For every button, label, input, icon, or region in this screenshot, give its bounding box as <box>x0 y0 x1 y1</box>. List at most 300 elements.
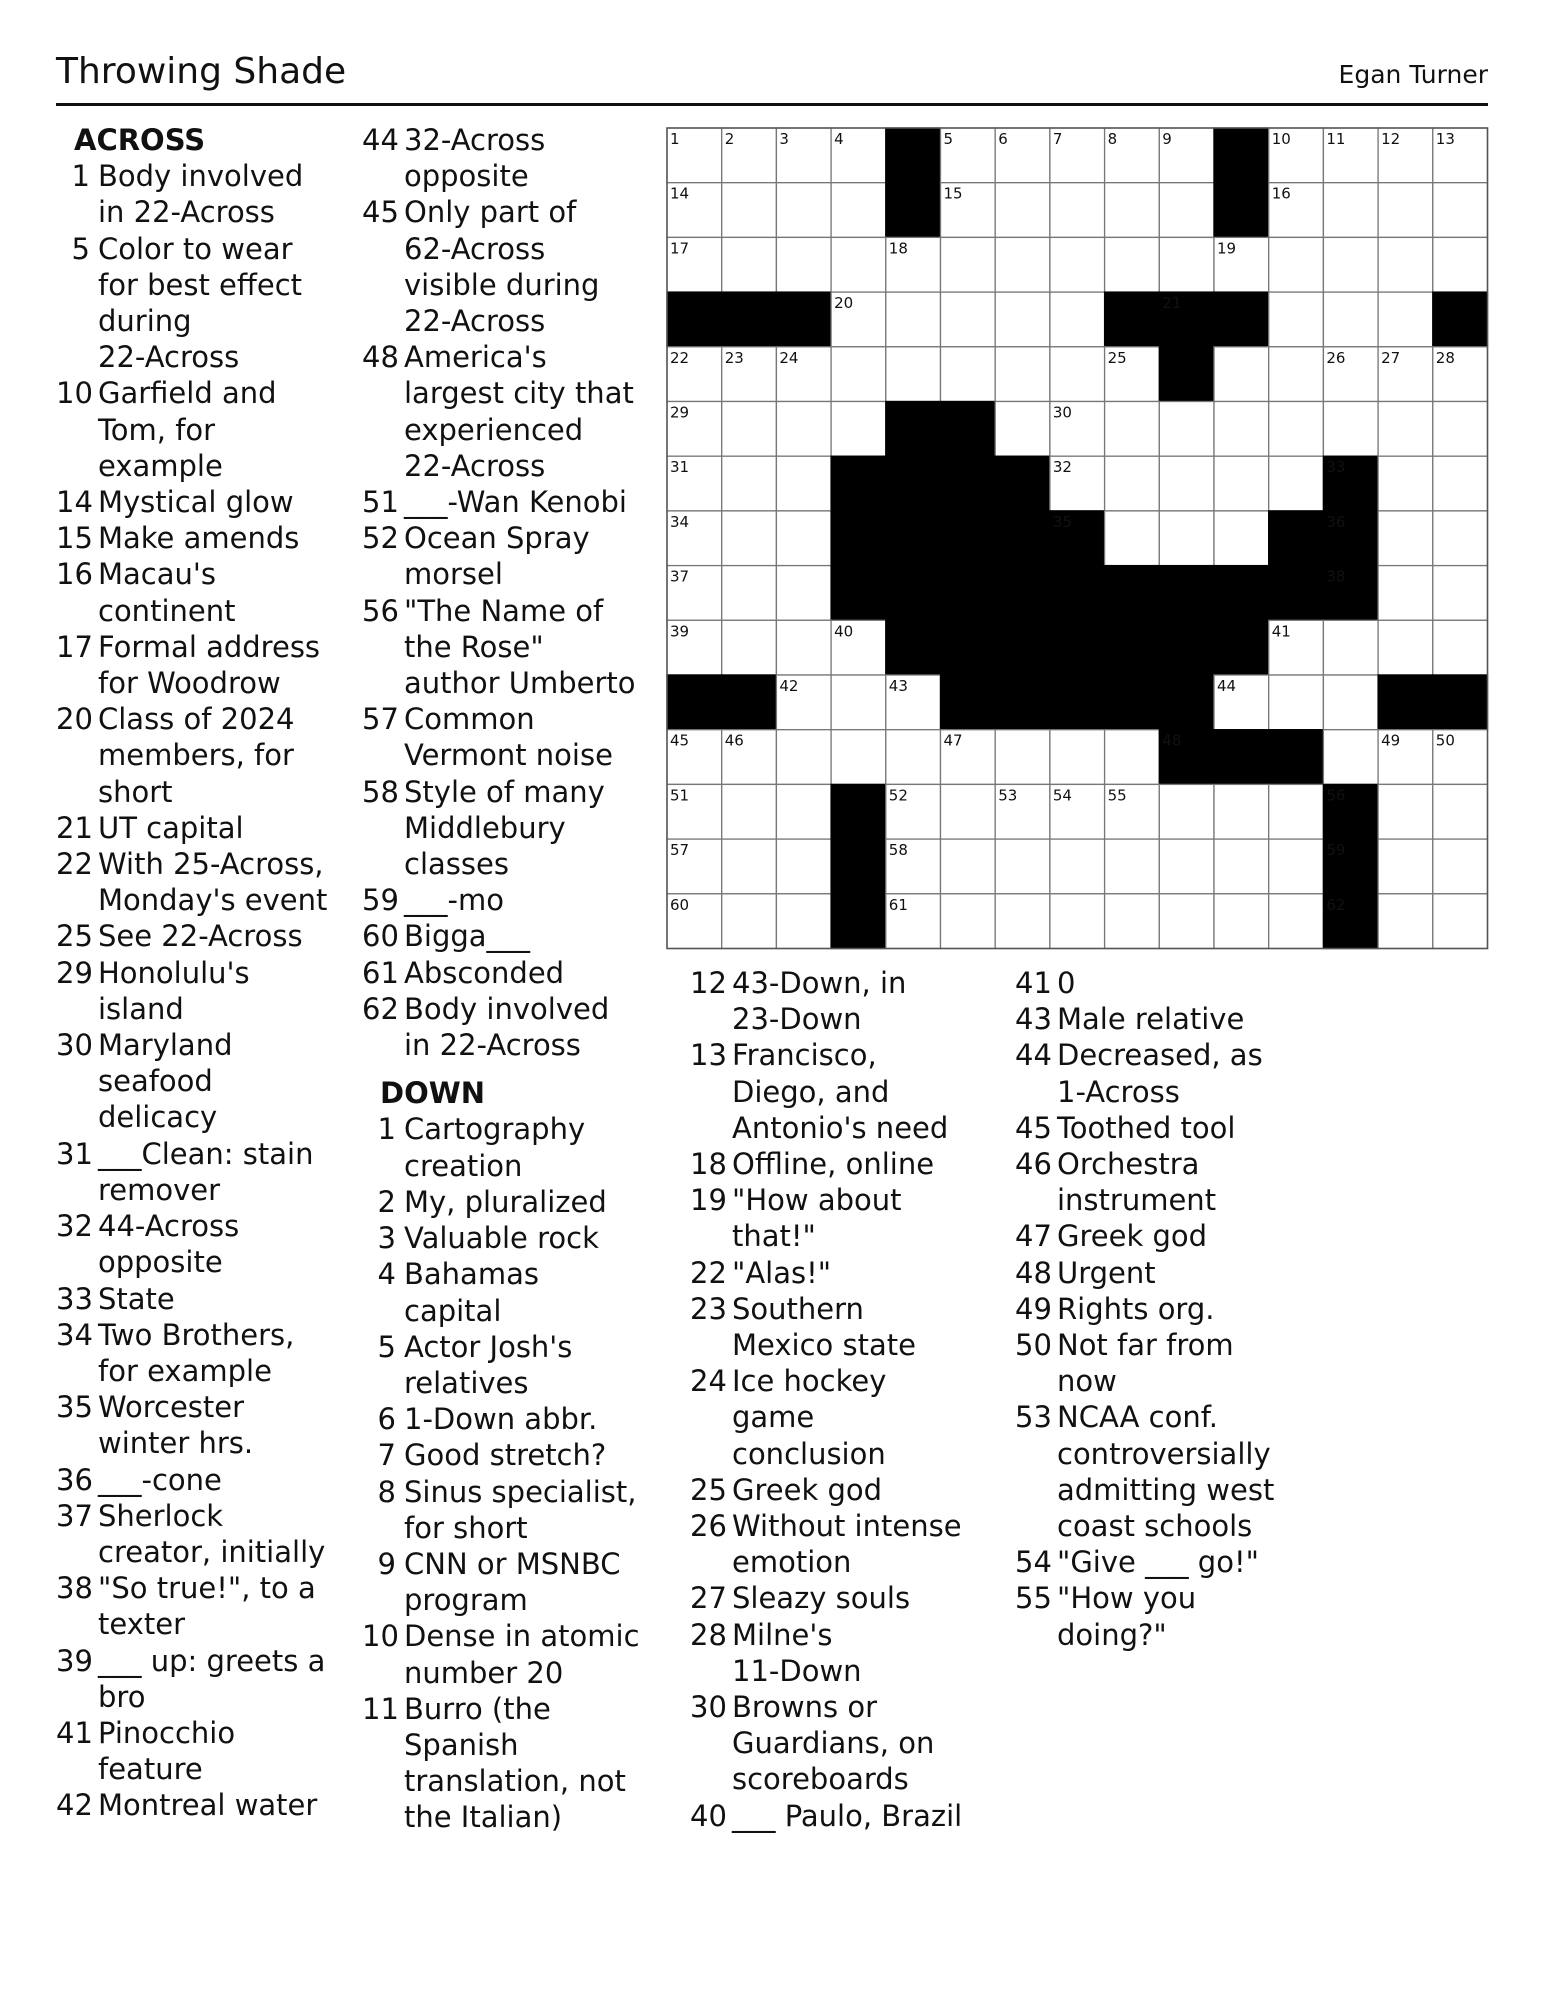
grid-cell[interactable] <box>1378 839 1433 894</box>
clue-number: 44 <box>362 123 399 157</box>
clue-text-line: Burro (the <box>404 1691 551 1726</box>
grid-cell[interactable] <box>1050 183 1105 238</box>
grid-block-cell <box>886 456 941 511</box>
grid-cell[interactable] <box>1050 237 1105 292</box>
clue-text-line: Decreased, as <box>1057 1038 1263 1073</box>
grid-cell[interactable] <box>1433 894 1488 949</box>
grid-cell[interactable] <box>1105 894 1160 949</box>
grid-cell[interactable] <box>995 183 1050 238</box>
grid-cell-number: 49 <box>1381 731 1401 750</box>
grid-block-cell <box>1214 566 1269 621</box>
grid-cell[interactable] <box>722 784 777 839</box>
clue-text-line: "The Name of <box>404 593 604 628</box>
grid-cell[interactable] <box>941 347 996 402</box>
clue-text-line: visible during <box>404 267 600 302</box>
clue-text-line: controversially <box>1057 1436 1271 1471</box>
clue-text-line: 22-Across <box>98 340 240 375</box>
grid-cell[interactable] <box>831 347 886 402</box>
grid-cell[interactable] <box>995 237 1050 292</box>
grid-cell[interactable] <box>1269 675 1324 730</box>
clue-number: 8 <box>377 1474 396 1509</box>
grid-cell[interactable] <box>1378 456 1433 511</box>
grid-cell[interactable] <box>1269 402 1324 457</box>
grid-cell-number: 33 <box>1326 458 1346 477</box>
clue-text-line: Orchestra <box>1057 1147 1200 1182</box>
grid-cell-number: 59 <box>1326 841 1346 860</box>
grid-cell[interactable] <box>1323 620 1378 675</box>
clue-number: 7 <box>377 1438 396 1473</box>
clue-text-line: Body involved <box>98 159 304 194</box>
grid-cell[interactable] <box>1433 511 1488 566</box>
grid-cell[interactable] <box>1378 784 1433 839</box>
grid-cell[interactable] <box>1105 839 1160 894</box>
grid-block-cell <box>941 511 996 566</box>
clue-number: 60 <box>362 919 399 954</box>
grid-block-cell <box>1214 620 1269 675</box>
clue-text-line: ___-cone <box>98 1462 222 1497</box>
grid-block-cell <box>995 566 1050 621</box>
grid-cell-number: 40 <box>834 622 854 641</box>
clue-text-line: experienced <box>404 412 584 447</box>
grid-cell[interactable] <box>722 511 777 566</box>
grid-cell[interactable] <box>831 237 886 292</box>
grid-cell[interactable] <box>886 347 941 402</box>
clue-text-line: relatives <box>404 1365 529 1400</box>
grid-cell[interactable] <box>722 237 777 292</box>
clue-number: 43 <box>1015 1002 1052 1037</box>
grid-cell[interactable] <box>1214 784 1269 839</box>
clue-text-line: NCAA conf. <box>1057 1400 1219 1435</box>
grid-cell[interactable] <box>722 183 777 238</box>
grid-cell[interactable] <box>776 620 831 675</box>
grid-cell[interactable] <box>831 675 886 730</box>
clue-text-line: Not far from <box>1057 1328 1234 1363</box>
clue-text-line: ___ up: greets a <box>98 1643 326 1678</box>
grid-cell[interactable] <box>1433 566 1488 621</box>
grid-cell[interactable] <box>1269 292 1324 347</box>
clue-text-line: Spanish <box>404 1727 519 1762</box>
clue-text-line: that!" <box>732 1219 816 1254</box>
grid-cell[interactable] <box>1433 839 1488 894</box>
grid-block-cell <box>941 620 996 675</box>
clue-number: 41 <box>56 1715 93 1750</box>
clue-number: 5 <box>71 231 90 266</box>
grid-block-cell <box>1105 292 1160 347</box>
grid-cell-number: 56 <box>1326 786 1346 805</box>
grid-cell[interactable] <box>1323 730 1378 785</box>
grid-block-cell <box>995 456 1050 511</box>
clue-text-line: Greek god <box>732 1472 883 1507</box>
grid-cell-number: 26 <box>1326 348 1346 367</box>
grid-cell[interactable] <box>941 237 996 292</box>
clue-number: 52 <box>362 521 399 556</box>
clue-number: 58 <box>362 774 399 809</box>
clue-text-line: "Give ___ go!" <box>1057 1545 1259 1580</box>
grid-block-cell <box>886 183 941 238</box>
grid-cell-number: 11 <box>1326 130 1346 148</box>
grid-cell[interactable] <box>776 183 831 238</box>
grid-cell[interactable] <box>1433 237 1488 292</box>
clue-text-line: in 22-Across <box>404 1028 581 1063</box>
grid-cell-number: 2 <box>724 130 735 148</box>
clue-text-line: Two Brothers, <box>98 1317 295 1352</box>
grid-cell[interactable] <box>1214 402 1269 457</box>
grid-cell[interactable] <box>1269 839 1324 894</box>
clue-text-line: Offline, online <box>732 1147 935 1182</box>
clue-number: 54 <box>1015 1545 1052 1580</box>
clue-text-line: Sherlock <box>98 1498 224 1533</box>
grid-cell[interactable] <box>995 402 1050 457</box>
clue-number: 3 <box>377 1221 396 1256</box>
clue-text-line: Make amends <box>98 521 300 556</box>
grid-block-cell <box>1433 292 1488 347</box>
grid-cell[interactable] <box>1105 456 1160 511</box>
grid-cell[interactable] <box>1323 183 1378 238</box>
clue-text-line: Without intense <box>732 1509 962 1544</box>
clue-text-line: ___ Paulo, Brazil <box>732 1798 963 1833</box>
grid-cell-number: 24 <box>779 348 799 367</box>
grid-cell-number: 52 <box>888 786 908 805</box>
grid-cell[interactable] <box>1269 894 1324 949</box>
grid-cell-number: 54 <box>1052 786 1072 805</box>
clue-text-line: Tom, for <box>98 412 216 447</box>
clue-number: 55 <box>1015 1581 1052 1616</box>
clue-text-line: Color to wear <box>98 231 293 266</box>
grid-cell[interactable] <box>886 730 941 785</box>
clue-text-line: "How you <box>1057 1581 1197 1616</box>
clue-number: 46 <box>1015 1147 1052 1182</box>
clue-number: 50 <box>1015 1328 1052 1363</box>
grid-cell[interactable] <box>1214 456 1269 511</box>
grid-cell[interactable] <box>776 402 831 457</box>
clue-number: 15 <box>56 521 93 556</box>
grid-cell[interactable] <box>776 456 831 511</box>
clue-text-line: Common <box>404 702 535 737</box>
clue-text-line: Southern <box>732 1291 864 1326</box>
grid-cell-number: 28 <box>1435 348 1455 367</box>
grid-cell-number: 20 <box>834 294 854 313</box>
grid-cell[interactable] <box>1214 839 1269 894</box>
clue-text-line: Rights org. <box>1057 1291 1215 1326</box>
clue-number: 37 <box>56 1498 93 1533</box>
grid-block-cell <box>1050 566 1105 621</box>
grid-cell[interactable] <box>831 730 886 785</box>
grid-block-cell <box>1433 675 1488 730</box>
grid-cell[interactable] <box>776 784 831 839</box>
clue-text-line: Diego, and <box>732 1074 890 1109</box>
grid-cell[interactable] <box>1378 237 1433 292</box>
grid-cell[interactable] <box>722 456 777 511</box>
grid-cell[interactable] <box>941 894 996 949</box>
grid-cell-number: 23 <box>724 348 744 367</box>
grid-block-cell <box>776 292 831 347</box>
grid-cell-number: 8 <box>1107 130 1118 148</box>
clue-text-line: ___-Wan Kenobi <box>404 485 627 520</box>
grid-cell-number: 9 <box>1162 130 1172 148</box>
grid-cell[interactable] <box>941 784 996 839</box>
grid-cell-number: 48 <box>1162 731 1182 750</box>
grid-cell[interactable] <box>1323 237 1378 292</box>
grid-cell[interactable] <box>1323 292 1378 347</box>
grid-cell[interactable] <box>1050 292 1105 347</box>
clue-number: 24 <box>690 1364 727 1399</box>
clue-number: 4 <box>377 1257 396 1292</box>
grid-cell-number: 36 <box>1326 512 1346 531</box>
clue-text-line: 1-Across <box>1057 1074 1180 1109</box>
grid-cell[interactable] <box>1433 183 1488 238</box>
clue-text-line: now <box>1057 1364 1117 1399</box>
grid-cell[interactable] <box>1378 402 1433 457</box>
clue-text-line: Worcester <box>98 1390 245 1425</box>
grid-cell[interactable] <box>722 894 777 949</box>
grid-cell-number: 39 <box>670 622 690 641</box>
grid-cell-number: 46 <box>724 731 744 750</box>
grid-cell-number: 53 <box>998 786 1018 805</box>
clue-text-line: Maryland <box>98 1028 233 1063</box>
clue-text-line: island <box>98 991 184 1026</box>
clue-number: 5 <box>377 1329 396 1364</box>
grid-cell[interactable] <box>1050 347 1105 402</box>
grid-cell[interactable] <box>1159 456 1214 511</box>
clue-number: 6 <box>377 1402 396 1437</box>
clue-number: 29 <box>56 955 93 990</box>
grid-cell[interactable] <box>886 292 941 347</box>
grid-cell[interactable] <box>1378 292 1433 347</box>
clue-text-line: Style of many <box>404 774 605 809</box>
clue-text-line: admitting west <box>1057 1472 1275 1507</box>
clue-text-line: for best effect <box>98 267 303 302</box>
grid-cell-number: 22 <box>670 348 690 367</box>
clue-number: 48 <box>362 340 399 375</box>
clue-text-line: opposite <box>404 159 529 194</box>
clue-number: 38 <box>56 1571 93 1606</box>
grid-cell[interactable] <box>1323 402 1378 457</box>
grid-cell[interactable] <box>776 839 831 894</box>
grid-cell[interactable] <box>776 511 831 566</box>
grid-cell[interactable] <box>722 566 777 621</box>
grid-block-cell <box>831 566 886 621</box>
clue-text-line: the Rose" <box>404 629 544 664</box>
grid-cell[interactable] <box>1269 784 1324 839</box>
grid-cell[interactable] <box>1433 784 1488 839</box>
grid-cell-number: 45 <box>670 731 690 750</box>
clue-text-line: 32-Across <box>404 123 546 157</box>
grid-block-cell <box>941 566 996 621</box>
grid-cell-number: 25 <box>1107 348 1127 367</box>
clue-number: 47 <box>1015 1219 1052 1254</box>
clue-text-line: doing?" <box>1057 1617 1167 1652</box>
grid-cell-number: 50 <box>1435 731 1455 750</box>
grid-cell[interactable] <box>1378 183 1433 238</box>
clue-text-line: winter hrs. <box>98 1426 254 1461</box>
grid-block-cell <box>886 620 941 675</box>
grid-cell[interactable] <box>1105 730 1160 785</box>
clue-text-line: ___-mo <box>404 883 504 918</box>
grid-cell[interactable] <box>1378 620 1433 675</box>
grid-cell[interactable] <box>1269 237 1324 292</box>
clue-text-line: Montreal water <box>98 1788 318 1823</box>
grid-cell-number: 58 <box>888 841 908 860</box>
clue-number: 39 <box>56 1643 93 1678</box>
grid-cell[interactable] <box>995 839 1050 894</box>
clue-text-line: capital <box>404 1293 502 1328</box>
clue-number: 25 <box>690 1472 727 1507</box>
grid-cell[interactable] <box>995 730 1050 785</box>
clue-text-line: 0 <box>1057 966 1076 1000</box>
grid-cell[interactable] <box>776 730 831 785</box>
clue-text-line: America's <box>404 340 547 375</box>
grid-cell[interactable] <box>995 292 1050 347</box>
clue-number: 36 <box>56 1462 93 1497</box>
clue-text-line: 11-Down <box>732 1653 862 1688</box>
grid-block-cell <box>1269 730 1324 785</box>
grid-cell[interactable] <box>1433 620 1488 675</box>
grid-cell[interactable] <box>1050 730 1105 785</box>
grid-cell[interactable] <box>1159 784 1214 839</box>
grid-cell[interactable] <box>1159 839 1214 894</box>
grid-cell[interactable] <box>1269 456 1324 511</box>
clue-text-line: Mexico state <box>732 1328 916 1363</box>
grid-block-cell <box>1105 566 1160 621</box>
grid-cell[interactable] <box>722 402 777 457</box>
clue-number: 35 <box>56 1390 93 1425</box>
grid-cell[interactable] <box>1214 511 1269 566</box>
grid-cell[interactable] <box>1105 183 1160 238</box>
clue-text-line: for example <box>98 1353 272 1388</box>
clue-text-line: Bigga___ <box>404 919 531 954</box>
grid-block-cell <box>831 456 886 511</box>
clue-text-line: classes <box>404 847 509 882</box>
grid-block-cell <box>1159 347 1214 402</box>
grid-cell[interactable] <box>1433 456 1488 511</box>
clue-text-line: Vermont noise <box>404 738 613 773</box>
grid-cell[interactable] <box>1105 237 1160 292</box>
grid-cell[interactable] <box>1105 511 1160 566</box>
clue-text-line: number 20 <box>404 1655 564 1690</box>
grid-cell[interactable] <box>995 894 1050 949</box>
clue-text-line: ___Clean: stain <box>98 1136 314 1171</box>
clue-text-line: creator, initially <box>98 1534 326 1569</box>
grid-cell-number: 10 <box>1271 130 1291 148</box>
grid-cell[interactable] <box>831 183 886 238</box>
grid-cell[interactable] <box>1269 347 1324 402</box>
grid-cell[interactable] <box>1159 511 1214 566</box>
clue-text-line: Macau's <box>98 557 216 592</box>
clue-text-line: 62-Across <box>404 231 546 266</box>
clue-text-line: short <box>98 774 173 809</box>
clue-text-line: Francisco, <box>732 1038 877 1073</box>
clue-number: 31 <box>56 1136 93 1171</box>
grid-cell[interactable] <box>1159 237 1214 292</box>
clue-text-line: scoreboards <box>732 1762 909 1797</box>
clue-text-line: Only part of <box>404 195 577 230</box>
grid-block-cell <box>1050 675 1105 730</box>
grid-block-cell <box>722 292 777 347</box>
grid-cell[interactable] <box>1159 894 1214 949</box>
clue-text-line: seafood <box>98 1064 213 1099</box>
clue-text-line: Browns or <box>732 1690 878 1725</box>
clue-text-line: My, pluralized <box>404 1184 607 1219</box>
clue-number: 45 <box>1015 1110 1052 1145</box>
clue-text-line: morsel <box>404 557 503 592</box>
clue-number: 57 <box>362 702 399 737</box>
grid-cell[interactable] <box>776 894 831 949</box>
clue-text-line: Male relative <box>1057 1002 1245 1037</box>
grid-block-cell <box>1159 566 1214 621</box>
grid-block-cell <box>1050 620 1105 675</box>
grid-cell[interactable] <box>1105 402 1160 457</box>
grid-block-cell <box>1214 730 1269 785</box>
grid-block-cell <box>995 511 1050 566</box>
grid-cell[interactable] <box>1378 511 1433 566</box>
grid-cell[interactable] <box>1159 183 1214 238</box>
grid-cell[interactable] <box>1159 402 1214 457</box>
grid-cell[interactable] <box>776 237 831 292</box>
clue-text-line: author Umberto <box>404 666 636 701</box>
grid-block-cell <box>831 839 886 894</box>
clue-number: 1 <box>71 159 90 194</box>
clue-number: 16 <box>56 557 93 592</box>
clue-text-line: 1-Down abbr. <box>404 1402 598 1437</box>
clue-text-line: Ocean Spray <box>404 521 590 556</box>
clue-text-line: Class of 2024 <box>98 702 295 737</box>
clue-text-line: instrument <box>1057 1183 1217 1218</box>
down-heading: DOWN <box>380 1076 485 1111</box>
grid-cell[interactable] <box>776 566 831 621</box>
grid-cell[interactable] <box>722 620 777 675</box>
grid-cell[interactable] <box>1214 347 1269 402</box>
clue-text-line: feature <box>98 1752 203 1787</box>
grid-cell[interactable] <box>1050 894 1105 949</box>
grid-cell-number: 29 <box>670 403 690 422</box>
grid-cell[interactable] <box>831 402 886 457</box>
grid-cell[interactable] <box>995 347 1050 402</box>
clue-number: 22 <box>56 847 93 882</box>
grid-cell[interactable] <box>1323 675 1378 730</box>
puzzle-title: Throwing Shade <box>56 51 347 92</box>
grid-cell[interactable] <box>1378 566 1433 621</box>
clue-text-line: State <box>98 1281 175 1316</box>
clue-text-line: Pinocchio <box>98 1715 236 1750</box>
grid-cell[interactable] <box>1433 402 1488 457</box>
grid-cell[interactable] <box>722 839 777 894</box>
clue-number: 40 <box>690 1798 727 1833</box>
clue-text-line: 23-Down <box>732 1002 862 1037</box>
clue-number: 2 <box>377 1184 396 1219</box>
clue-number: 12 <box>690 966 727 1000</box>
grid-cell-number: 32 <box>1052 458 1072 477</box>
clue-text-line: program <box>404 1583 528 1618</box>
grid-cell-number: 4 <box>834 130 844 148</box>
clue-number: 17 <box>56 629 93 664</box>
clue-number: 1 <box>377 1112 396 1147</box>
grid-cell[interactable] <box>1050 839 1105 894</box>
author-name: Egan Turner <box>1338 60 1488 89</box>
clue-text-line: texter <box>98 1607 185 1642</box>
clue-text-line: remover <box>98 1172 221 1207</box>
clue-text-line: "So true!", to a <box>98 1571 316 1606</box>
grid-cell[interactable] <box>941 839 996 894</box>
grid-cell[interactable] <box>1214 894 1269 949</box>
clue-text-line: "How about <box>732 1183 902 1218</box>
clue-number: 28 <box>690 1617 727 1652</box>
grid-cell[interactable] <box>941 292 996 347</box>
grid-cell-number: 38 <box>1326 567 1346 586</box>
grid-cell[interactable] <box>1378 894 1433 949</box>
clue-text-line: conclusion <box>732 1436 886 1471</box>
clue-text-line: Monday's event <box>98 883 328 918</box>
clue-text-line: 22-Across <box>404 448 546 483</box>
